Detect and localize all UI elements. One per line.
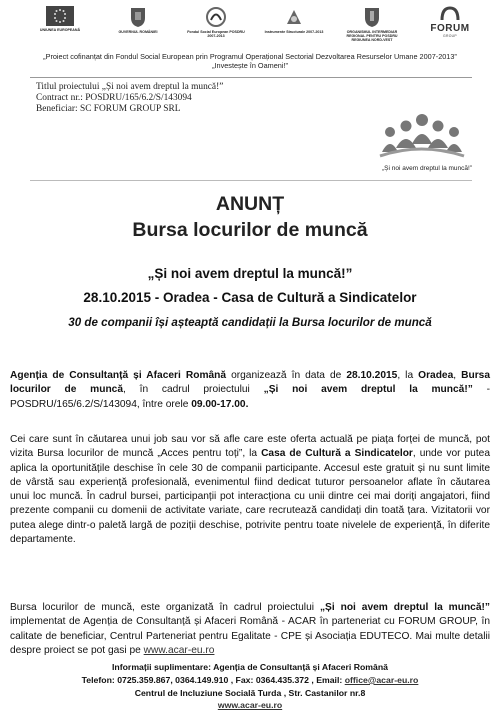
text-run: , în cadrul proiectului [123, 384, 264, 396]
cofinance-line-2: „Investește în Oameni!” [212, 61, 288, 70]
event-date: 28.10.2015 [346, 370, 398, 381]
eu-logo-caption: UNIUNEA EUROPEANĂ [39, 28, 81, 32]
footer-website-link[interactable]: www.acar-eu.ro [217, 700, 283, 711]
header-divider-2 [30, 180, 472, 181]
header-divider [30, 77, 472, 78]
text-run: , unde vor putea aplica la oportunitățile deschise în cele 30 de companii participante. Accesul este gratuit și nu sunt limite de vârstă sau experiență profesională, evenimentul fiind dedicat tuturor persoanelor aflate în căutarea unui loc muncă. În cadrul bursei, participanții pot interacționa cu unii dintre cei mai doriți angajatori, fiind prezente companii cu domenii de activitate variate, care recrutează candidați din toată țara. Vizitatorii vor putea alege dintr-o paletă largă de poziții deschise, potrivite pentru toate nivelele de experiență, în diferite departamente. [10, 448, 490, 546]
text-run: , la [397, 370, 419, 381]
fse-logo-caption: Fondul Social European POSDRU 2007-2013 [187, 30, 245, 38]
eu-flag-icon [46, 6, 74, 26]
structural-instruments-icon [283, 6, 305, 28]
fse-emblem-icon [205, 6, 227, 28]
project-quote: „Și noi avem dreptul la muncă!” [147, 266, 353, 281]
event-city: Oradea [418, 370, 454, 381]
text-run: , [453, 370, 462, 381]
email-link[interactable]: office@acar-eu.ro [344, 674, 419, 685]
contract-number: Contract nr.: POSDRU/165/6.2/S/143094 [36, 93, 192, 104]
organizer-name: Agenția de Consultanță și Afaceri Română [10, 370, 227, 381]
logo-strip [30, 6, 480, 50]
footer-address: Centrul de Incluziune Socială Turda , Str. Castanilor nr.8 [134, 687, 366, 698]
announcement-subtitle: Bursa locurilor de muncă [132, 219, 368, 241]
paragraph-organization [10, 601, 490, 658]
event-name: Bursa locurilor de muncă [10, 370, 490, 396]
contact-footer [0, 661, 500, 712]
forum-logo-sub: GROUP [443, 34, 457, 38]
announcement-title: ANUNȚ [215, 193, 285, 215]
project-meta [36, 82, 223, 116]
forum-mark-icon [440, 6, 460, 22]
cofinance-statement [0, 52, 500, 70]
text-run: - POSDRU/165/6.2/S/143094, între orele [10, 384, 490, 410]
project-name: „Și noi avem dreptul la muncă!” [263, 384, 473, 396]
is-logo [264, 6, 324, 34]
beneficiary: Beneficiar: SC FORUM GROUP SRL [36, 104, 181, 115]
eu-logo [30, 6, 90, 32]
event-hours: 09.00-17.00. [191, 398, 249, 410]
event-date-place: 28.10.2015 - Oradea - Casa de Cultură a Sindicatelor [83, 290, 417, 305]
footer-info: Informații suplimentare: Agenția de Consultanță și Afaceri Română [112, 662, 388, 672]
footer-contact [0, 674, 500, 687]
project-people-logo-icon [376, 112, 466, 172]
is-logo-caption: Instrumente Structurale 2007-2013 [264, 30, 324, 34]
gov-logo [108, 6, 168, 34]
text-run: Cei care sunt în căutarea unui job sau vor să afle care este oferta actuală pe piața forței de muncă, pot vizita Bursa locurilor de muncă „Acces pentru toți”, la [10, 434, 490, 460]
forum-logo [420, 6, 480, 38]
oi-logo-caption: ORGANISMUL INTERMEDIAR REGIONAL PENTRU POSDRU REGIUNEA NORD-VEST [346, 30, 398, 42]
text-run: Bursa locurilor de muncă, este organizată în cadrul proiectului [10, 602, 320, 613]
oi-logo [342, 6, 402, 42]
project-name-2: „Și noi avem dreptul la muncă!” [319, 602, 490, 613]
text-run: organizează în data de [226, 370, 347, 381]
forum-logo-text: FORUM [430, 23, 470, 34]
fse-logo [186, 6, 246, 38]
footer-phone-fax: Telefon: 0725.359.867, 0364.149.910 , Fax: 0364.435.372 , Email: [81, 674, 345, 685]
gov-logo-caption: GUVERNUL ROMÂNIEI [118, 30, 158, 34]
event-tagline: 30 de companii își așteaptă candidații la Bursa locurilor de muncă [68, 316, 432, 329]
cofinance-line-1: „Proiect cofinanțat din Fondul Social European prin Programul Operațional Sectorial Dezvoltarea Resurselor Umane 2007-2013” [43, 52, 457, 61]
paragraph-details [10, 433, 490, 547]
regional-emblem-icon [363, 6, 381, 28]
website-link[interactable]: www.acar-eu.ro [143, 644, 215, 656]
paragraph-intro [10, 369, 490, 412]
project-logo-caption: „Și noi avem dreptul la muncă!” [382, 165, 472, 172]
coat-of-arms-icon [129, 6, 147, 28]
venue-name: Casa de Cultură a Sindicatelor [261, 448, 413, 460]
text-run: implementat de Agenția de Consultanță și Afaceri Română - ACAR în parteneriat cu FORUM GROUP, în calitate de beneficiar, Centrul Parteneriat pentru Egalitate - CPE și Asociația EDUTECO. Mai multe detalii despre proiect se pot gasi pe [10, 616, 490, 656]
project-title: Titlul proiectului „Și noi avem dreptul la muncă!” [36, 82, 224, 92]
